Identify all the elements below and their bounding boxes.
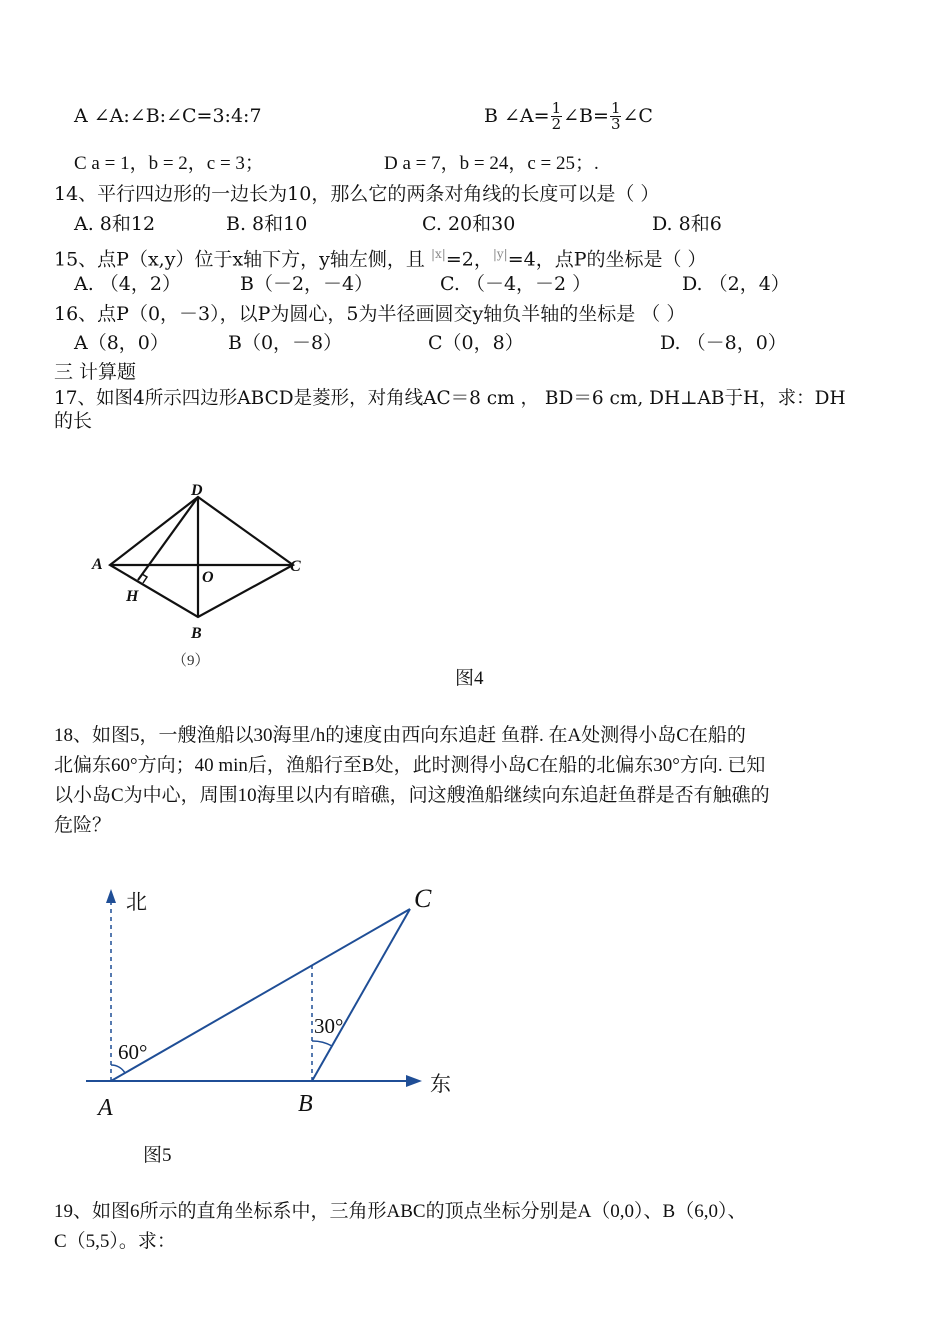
q13-option-b [484, 96, 653, 136]
north-label: 北 [126, 890, 147, 914]
q14-option-d: D. 8和6 [652, 213, 722, 235]
q17-line-2: 的长 [54, 410, 93, 432]
q18-line-1: 18、如图5，一艘渔船以30海里/h的速度由西向东追赶 鱼群. 在A处测得小岛C在船的 [54, 725, 746, 746]
figure-5-navigation [80, 875, 460, 1125]
fig4-label-a: A [92, 556, 103, 573]
q13-option-c: C a = 1，b = 2，c = 3； [74, 153, 264, 174]
fraction-one-half: $\frac{1}{2}$ [551, 98, 562, 133]
fig4-label-d: D [191, 482, 203, 499]
fig5-angle-60: 60° [118, 1040, 148, 1064]
q14-option-b: B. 8和10 [226, 213, 308, 235]
fig4-label-h: H [126, 588, 139, 605]
segment-dh [138, 497, 198, 580]
q15-option-a: A. （4，2） [74, 273, 181, 295]
q14-stem: 14、平行四边形的一边长为10，那么它的两条对角线的长度可以是（ ） [54, 183, 660, 205]
fig5-label-b: B [298, 1091, 313, 1117]
right-angle-mark [142, 574, 147, 583]
q13-option-a: A ∠A:∠B:∠C=3:4:7 [74, 105, 262, 127]
q13-option-b-suffix: ∠C [622, 105, 653, 127]
fig4-label-o: O [202, 569, 214, 586]
q16-stem: 16、点P（0，－3），以P为圆心，5为半径画圆交y轴负半轴的坐标是 （ ） [54, 303, 686, 325]
figure-5-caption: 图5 [143, 1145, 172, 1166]
q16-option-a: A（8，0） [74, 332, 169, 354]
q18-line-3: 以小岛C为中心，周围10海里以内有暗礁，问这艘渔船继续向东追赶鱼群是否有触礁的 [54, 785, 770, 806]
q18-line-4: 危险？ [54, 815, 112, 836]
angle-arc-a [111, 1065, 125, 1073]
fig4-label-c: C [290, 558, 301, 575]
abs-y: |y| [492, 247, 508, 261]
fig5-label-a: A [98, 1095, 113, 1121]
figure-4-rhombus [80, 478, 320, 678]
east-label: 东 [430, 1072, 451, 1096]
line-ac [111, 909, 410, 1081]
line-bc [312, 909, 410, 1081]
q15-option-d: D. （2，4） [682, 273, 790, 295]
north-arrow-icon [106, 889, 116, 903]
q15-option-c: C. （－4，－2 ） [440, 273, 592, 295]
q15-option-b: B（－2，－4） [240, 273, 374, 295]
abs-x: |x| [430, 247, 446, 261]
fig4-label-b: B [191, 625, 202, 642]
fraction-one-third: $\frac{1}{3}$ [610, 98, 621, 133]
q16-option-d: D. （－8，0） [660, 332, 787, 354]
q14-option-c: C. 20和30 [422, 213, 516, 235]
q19-line-1: 19、如图6所示的直角坐标系中，三角形ABC的顶点坐标分别是A（0,0）、B（6,0）、 [54, 1201, 747, 1222]
q18-line-2: 北偏东60°方向；40 min后，渔船行至B处，此时测得小岛C在船的北偏东30°方向. 已知 [54, 755, 766, 776]
q16-option-c: C（0，8） [428, 332, 524, 354]
angle-arc-b [312, 1041, 332, 1046]
q13-option-b-prefix: B ∠A= [484, 105, 550, 127]
q15-stem: 15、点P（x,y）位于x轴下方，y轴左侧，且 $^{|x|}$=2，$^{|y|}$=4，点P的坐标是（ ） [54, 247, 707, 271]
section-heading: 三 计算题 [54, 361, 137, 383]
fig5-angle-30: 30° [314, 1014, 344, 1038]
q16-option-b: B（0，－8） [228, 332, 343, 354]
q13-option-b-mid: ∠B= [563, 105, 609, 127]
fig4-sublabel: （9） [172, 653, 210, 669]
q17-line-1: 17、如图4所示四边形ABCD是菱形，对角线AC＝8 cm ， BD＝6 cm, DH⊥AB于H，求：DH [54, 388, 846, 409]
q19-line-2: C（5,5）。求： [54, 1231, 176, 1252]
east-arrow-icon [406, 1075, 422, 1087]
q13-option-d: D a = 7，b = 24，c = 25；. [384, 153, 599, 174]
fig5-label-c: C [414, 884, 432, 913]
q14-option-a: A. 8和12 [74, 213, 156, 235]
figure-4-caption: 图4 [455, 668, 484, 689]
